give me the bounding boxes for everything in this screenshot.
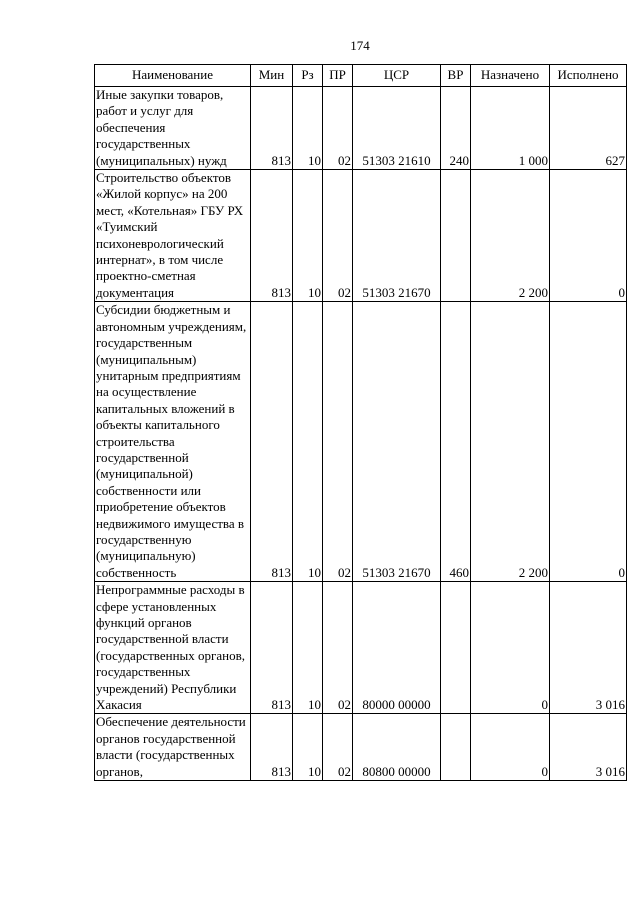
row-rz: 10 xyxy=(293,714,323,781)
row-name: Субсидии бюджетным и автономным учреждениям, государственным (муниципальным) унитарным предприятиям на осуществление капитальных вложений в объекты капитального строительства государственной (муниципальной) собственности или приобретение объектов недвижимого имущества в государственную (муниципальную) собственность xyxy=(95,302,251,582)
row-min: 813 xyxy=(251,170,293,302)
row-pr: 02 xyxy=(323,87,353,170)
header-rz: Рз xyxy=(293,65,323,87)
row-min: 813 xyxy=(251,714,293,781)
row-rz: 10 xyxy=(293,302,323,582)
table-row xyxy=(95,302,627,582)
row-assigned: 2 200 xyxy=(471,170,550,302)
row-csr: 80000 00000 xyxy=(353,582,441,714)
row-rz: 10 xyxy=(293,582,323,714)
row-executed: 0 xyxy=(550,170,627,302)
row-assigned: 2 200 xyxy=(471,302,550,582)
header-csr: ЦСР xyxy=(353,65,441,87)
page-number: 174 xyxy=(350,38,370,53)
row-csr: 51303 21610 xyxy=(353,87,441,170)
row-pr: 02 xyxy=(323,302,353,582)
header-min: Мин xyxy=(251,65,293,87)
table-header-row xyxy=(95,65,627,87)
row-assigned: 0 xyxy=(471,714,550,781)
row-pr: 02 xyxy=(323,714,353,781)
header-pr: ПР xyxy=(323,65,353,87)
row-vr: 460 xyxy=(441,302,471,582)
header-executed: Исполнено xyxy=(550,65,627,87)
table-row xyxy=(95,87,627,170)
row-min: 813 xyxy=(251,87,293,170)
row-pr: 02 xyxy=(323,582,353,714)
row-executed: 0 xyxy=(550,302,627,582)
budget-table xyxy=(94,64,627,781)
table-row xyxy=(95,170,627,302)
row-csr: 51303 21670 xyxy=(353,170,441,302)
row-pr: 02 xyxy=(323,170,353,302)
row-vr xyxy=(441,582,471,714)
row-name: Обеспечение деятельности органов государственной власти (государственных органов, xyxy=(95,714,251,781)
row-vr xyxy=(441,170,471,302)
table-row xyxy=(95,714,627,781)
header-name: Наименование xyxy=(95,65,251,87)
row-vr xyxy=(441,714,471,781)
row-assigned: 0 xyxy=(471,582,550,714)
row-rz: 10 xyxy=(293,170,323,302)
header-assigned: Назначено xyxy=(471,65,550,87)
row-assigned: 1 000 xyxy=(471,87,550,170)
row-executed: 3 016 xyxy=(550,582,627,714)
row-vr: 240 xyxy=(441,87,471,170)
row-min: 813 xyxy=(251,582,293,714)
row-csr: 51303 21670 xyxy=(353,302,441,582)
row-executed: 3 016 xyxy=(550,714,627,781)
row-executed: 627 xyxy=(550,87,627,170)
header-vr: ВР xyxy=(441,65,471,87)
row-min: 813 xyxy=(251,302,293,582)
row-rz: 10 xyxy=(293,87,323,170)
row-name: Непрограммные расходы в сфере установленных функций органов государственной власти (государственных органов, государственных учреждений) Республики Хакасия xyxy=(95,582,251,714)
row-name: Иные закупки товаров, работ и услуг для обеспечения государственных (муниципальных) нужд xyxy=(95,87,251,170)
row-csr: 80800 00000 xyxy=(353,714,441,781)
row-name: Строительство объектов «Жилой корпус» на 200 мест, «Котельная» ГБУ РХ «Туимский психоневрологический интернат», в том числе проектно-сметная документация xyxy=(95,170,251,302)
table-row xyxy=(95,582,627,714)
